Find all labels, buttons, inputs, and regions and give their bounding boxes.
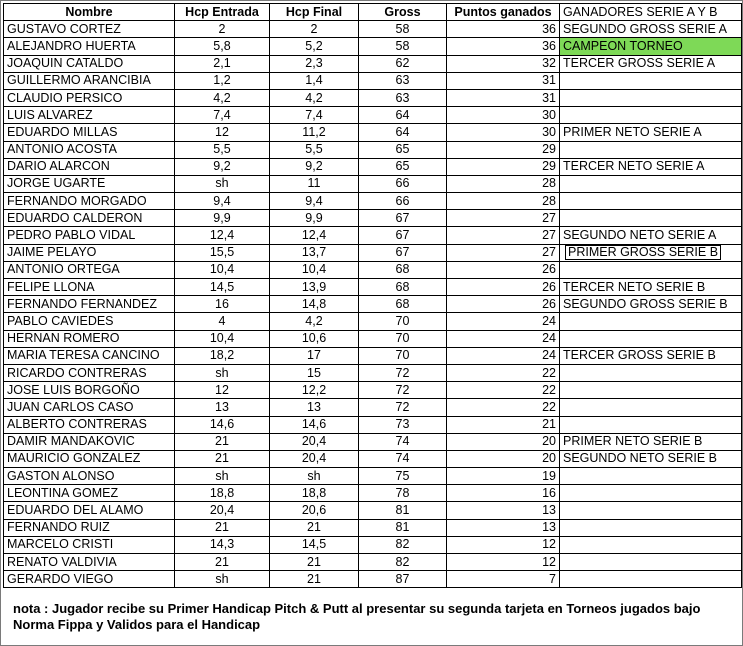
table-row [4,279,742,296]
cell-points: 30 [447,124,560,141]
cell-hcp-final: 14,6 [270,416,359,433]
cell-gross: 72 [359,364,447,381]
cell-award [560,519,742,536]
table-row [4,450,742,467]
cell-points: 26 [447,279,560,296]
cell-hcp-final: 1,4 [270,72,359,89]
cell-name: MARCELO CRISTI [4,536,175,553]
cell-award: TERCER NETO SERIE A [560,158,742,175]
cell-hcp-final: 10,4 [270,261,359,278]
cell-hcp-entrada: 21 [175,450,270,467]
cell-name: ALEJANDRO HUERTA [4,38,175,55]
cell-award [560,330,742,347]
cell-name: PABLO CAVIEDES [4,313,175,330]
header-gross: Gross [359,4,447,21]
cell-award [560,175,742,192]
cell-hcp-final: 5,5 [270,141,359,158]
cell-award [560,313,742,330]
cell-points: 19 [447,468,560,485]
cell-hcp-final: 20,6 [270,502,359,519]
cell-points: 20 [447,433,560,450]
cell-hcp-entrada: 4,2 [175,89,270,106]
cell-name: HERNAN ROMERO [4,330,175,347]
cell-points: 28 [447,175,560,192]
cell-hcp-entrada: 16 [175,296,270,313]
cell-hcp-entrada: 20,4 [175,502,270,519]
cell-award: SEGUNDO NETO SERIE B [560,450,742,467]
cell-hcp-final: 10,6 [270,330,359,347]
cell-award [560,72,742,89]
cell-hcp-entrada: 5,5 [175,141,270,158]
table-body [4,21,742,588]
cell-name: GERARDO VIEGO [4,571,175,588]
cell-gross: 74 [359,450,447,467]
table-row [4,364,742,381]
cell-award [560,364,742,381]
cell-hcp-final: 9,2 [270,158,359,175]
cell-hcp-entrada: 12,4 [175,227,270,244]
cell-points: 28 [447,193,560,210]
table-row [4,399,742,416]
cell-points: 29 [447,141,560,158]
cell-points: 31 [447,72,560,89]
header-hcp-final: Hcp Final [270,4,359,21]
cell-award: SEGUNDO GROSS SERIE A [560,21,742,38]
cell-name: ANTONIO ACOSTA [4,141,175,158]
cell-points: 27 [447,227,560,244]
cell-name: MARIA TERESA CANCINO [4,347,175,364]
cell-gross: 68 [359,296,447,313]
cell-name: JOAQUIN CATALDO [4,55,175,72]
cell-name: MAURICIO GONZALEZ [4,450,175,467]
table-row [4,72,742,89]
cell-hcp-entrada: 13 [175,399,270,416]
cell-points: 24 [447,330,560,347]
cell-hcp-entrada: 21 [175,554,270,571]
cell-hcp-final: sh [270,468,359,485]
cell-hcp-entrada: 4 [175,313,270,330]
cell-hcp-entrada: 21 [175,519,270,536]
cell-gross: 65 [359,141,447,158]
cell-points: 20 [447,450,560,467]
cell-points: 27 [447,210,560,227]
cell-award: SEGUNDO GROSS SERIE B [560,296,742,313]
cell-hcp-entrada: 18,8 [175,485,270,502]
cell-name: FERNANDO FERNANDEZ [4,296,175,313]
table-row [4,416,742,433]
cell-award [560,468,742,485]
cell-gross: 66 [359,175,447,192]
table-row [4,433,742,450]
cell-hcp-entrada: 12 [175,382,270,399]
cell-name: EDUARDO CALDERON [4,210,175,227]
table-row [4,330,742,347]
cell-award: SEGUNDO NETO SERIE A [560,227,742,244]
table-row [4,210,742,227]
cell-hcp-final: 4,2 [270,89,359,106]
cell-points: 26 [447,261,560,278]
award-label: PRIMER GROSS SERIE B [565,245,721,260]
cell-gross: 64 [359,124,447,141]
cell-gross: 72 [359,399,447,416]
cell-points: 29 [447,158,560,175]
cell-points: 36 [447,21,560,38]
cell-hcp-entrada: 14,6 [175,416,270,433]
table-row [4,554,742,571]
cell-name: PEDRO PABLO VIDAL [4,227,175,244]
cell-gross: 72 [359,382,447,399]
table-row [4,107,742,124]
cell-points: 24 [447,313,560,330]
cell-award [560,485,742,502]
cell-hcp-final: 13,7 [270,244,359,261]
cell-name: FERNANDO RUIZ [4,519,175,536]
table-row [4,571,742,588]
cell-award [560,502,742,519]
cell-points: 22 [447,382,560,399]
cell-points: 13 [447,519,560,536]
cell-points: 27 [447,244,560,261]
cell-award [560,107,742,124]
cell-hcp-entrada: 18,2 [175,347,270,364]
cell-award [560,571,742,588]
cell-name: RENATO VALDIVIA [4,554,175,571]
cell-hcp-final: 11,2 [270,124,359,141]
cell-hcp-final: 4,2 [270,313,359,330]
cell-award [560,382,742,399]
table-row [4,193,742,210]
cell-gross: 64 [359,107,447,124]
cell-name: JORGE UGARTE [4,175,175,192]
cell-hcp-final: 11 [270,175,359,192]
cell-gross: 82 [359,536,447,553]
cell-hcp-entrada: 9,4 [175,193,270,210]
cell-hcp-entrada: 21 [175,433,270,450]
cell-name: GUILLERMO ARANCIBIA [4,72,175,89]
header-name: Nombre [4,4,175,21]
cell-points: 21 [447,416,560,433]
cell-award: TERCER NETO SERIE B [560,279,742,296]
cell-points: 32 [447,55,560,72]
table-row [4,296,742,313]
cell-name: EDUARDO MILLAS [4,124,175,141]
cell-name: GASTON ALONSO [4,468,175,485]
cell-points: 24 [447,347,560,364]
cell-award: CAMPEON TORNEO [560,38,742,55]
cell-hcp-final: 21 [270,554,359,571]
cell-hcp-entrada: sh [175,468,270,485]
cell-hcp-entrada: 12 [175,124,270,141]
table-row [4,313,742,330]
cell-gross: 58 [359,38,447,55]
header-points: Puntos ganados [447,4,560,21]
cell-name: LUIS ALVAREZ [4,107,175,124]
header-winners: GANADORES SERIE A Y B [560,4,742,21]
cell-hcp-final: 9,4 [270,193,359,210]
cell-hcp-entrada: 9,9 [175,210,270,227]
table-row [4,502,742,519]
cell-hcp-entrada: 5,8 [175,38,270,55]
cell-name: ALBERTO CONTRERAS [4,416,175,433]
table-row [4,158,742,175]
cell-points: 31 [447,89,560,106]
cell-hcp-final: 13,9 [270,279,359,296]
cell-award [560,554,742,571]
cell-hcp-final: 14,8 [270,296,359,313]
cell-points: 22 [447,364,560,381]
table-row [4,89,742,106]
cell-award [560,244,742,261]
cell-hcp-final: 2 [270,21,359,38]
cell-award [560,416,742,433]
cell-hcp-final: 7,4 [270,107,359,124]
cell-hcp-final: 14,5 [270,536,359,553]
cell-points: 26 [447,296,560,313]
cell-hcp-final: 15 [270,364,359,381]
cell-gross: 70 [359,330,447,347]
table-row [4,485,742,502]
cell-name: JAIME PELAYO [4,244,175,261]
cell-gross: 78 [359,485,447,502]
cell-gross: 81 [359,502,447,519]
cell-hcp-entrada: 9,2 [175,158,270,175]
cell-hcp-entrada: 10,4 [175,261,270,278]
cell-hcp-final: 13 [270,399,359,416]
cell-hcp-final: 21 [270,571,359,588]
cell-points: 16 [447,485,560,502]
cell-gross: 65 [359,158,447,175]
cell-hcp-final: 2,3 [270,55,359,72]
table-row [4,21,742,38]
cell-award [560,399,742,416]
cell-gross: 62 [359,55,447,72]
cell-name: ANTONIO ORTEGA [4,261,175,278]
footnote: nota : Jugador recibe su Primer Handicap Pitch & Putt al presentar su segunda tarjeta en Torneos jugados bajo Norma Fippa y Validos para el Handicap [13,601,701,632]
cell-points: 12 [447,554,560,571]
results-table [3,3,742,588]
cell-name: FELIPE LLONA [4,279,175,296]
cell-gross: 67 [359,244,447,261]
table-row [4,141,742,158]
cell-name: GUSTAVO CORTEZ [4,21,175,38]
cell-gross: 63 [359,72,447,89]
cell-hcp-final: 12,4 [270,227,359,244]
cell-award: PRIMER NETO SERIE A [560,124,742,141]
cell-hcp-final: 21 [270,519,359,536]
cell-hcp-final: 18,8 [270,485,359,502]
cell-award [560,261,742,278]
cell-gross: 82 [359,554,447,571]
cell-name: FERNANDO MORGADO [4,193,175,210]
table-row [4,227,742,244]
cell-gross: 67 [359,227,447,244]
table-row [4,124,742,141]
table-row [4,468,742,485]
cell-name: DARIO ALARCON [4,158,175,175]
cell-gross: 75 [359,468,447,485]
cell-gross: 63 [359,89,447,106]
cell-hcp-entrada: sh [175,571,270,588]
table-row [4,519,742,536]
cell-hcp-entrada: 2 [175,21,270,38]
cell-name: JUAN CARLOS CASO [4,399,175,416]
table-row [4,382,742,399]
cell-hcp-entrada: sh [175,175,270,192]
cell-name: RICARDO CONTRERAS [4,364,175,381]
table-row [4,55,742,72]
cell-award [560,193,742,210]
cell-hcp-final: 20,4 [270,433,359,450]
cell-award [560,89,742,106]
cell-award: TERCER GROSS SERIE A [560,55,742,72]
cell-hcp-entrada: 14,5 [175,279,270,296]
table-row [4,244,742,261]
cell-award: TERCER GROSS SERIE B [560,347,742,364]
cell-name: JOSE LUIS BORGOÑO [4,382,175,399]
cell-gross: 66 [359,193,447,210]
cell-points: 36 [447,38,560,55]
cell-points: 22 [447,399,560,416]
cell-name: EDUARDO DEL ALAMO [4,502,175,519]
cell-hcp-entrada: 10,4 [175,330,270,347]
cell-gross: 74 [359,433,447,450]
cell-hcp-entrada: sh [175,364,270,381]
table-row [4,38,742,55]
cell-gross: 70 [359,347,447,364]
cell-hcp-final: 5,2 [270,38,359,55]
header-row [4,4,742,21]
table-row [4,261,742,278]
cell-hcp-entrada: 14,3 [175,536,270,553]
cell-award [560,536,742,553]
cell-points: 12 [447,536,560,553]
cell-award [560,210,742,227]
cell-hcp-final: 9,9 [270,210,359,227]
table-row [4,175,742,192]
cell-award [560,141,742,158]
cell-gross: 67 [359,210,447,227]
cell-gross: 87 [359,571,447,588]
cell-hcp-final: 20,4 [270,450,359,467]
cell-name: CLAUDIO PERSICO [4,89,175,106]
cell-points: 7 [447,571,560,588]
cell-gross: 81 [359,519,447,536]
table-row [4,347,742,364]
cell-points: 13 [447,502,560,519]
cell-gross: 68 [359,279,447,296]
cell-award: PRIMER NETO SERIE B [560,433,742,450]
cell-name: LEONTINA GOMEZ [4,485,175,502]
cell-points: 30 [447,107,560,124]
cell-hcp-entrada: 2,1 [175,55,270,72]
cell-hcp-final: 12,2 [270,382,359,399]
cell-hcp-entrada: 7,4 [175,107,270,124]
cell-hcp-final: 17 [270,347,359,364]
header-hcp-entrada: Hcp Entrada [175,4,270,21]
cell-gross: 70 [359,313,447,330]
cell-hcp-entrada: 15,5 [175,244,270,261]
cell-gross: 68 [359,261,447,278]
cell-hcp-entrada: 1,2 [175,72,270,89]
cell-gross: 73 [359,416,447,433]
cell-name: DAMIR MANDAKOVIC [4,433,175,450]
table-row [4,536,742,553]
cell-gross: 58 [359,21,447,38]
